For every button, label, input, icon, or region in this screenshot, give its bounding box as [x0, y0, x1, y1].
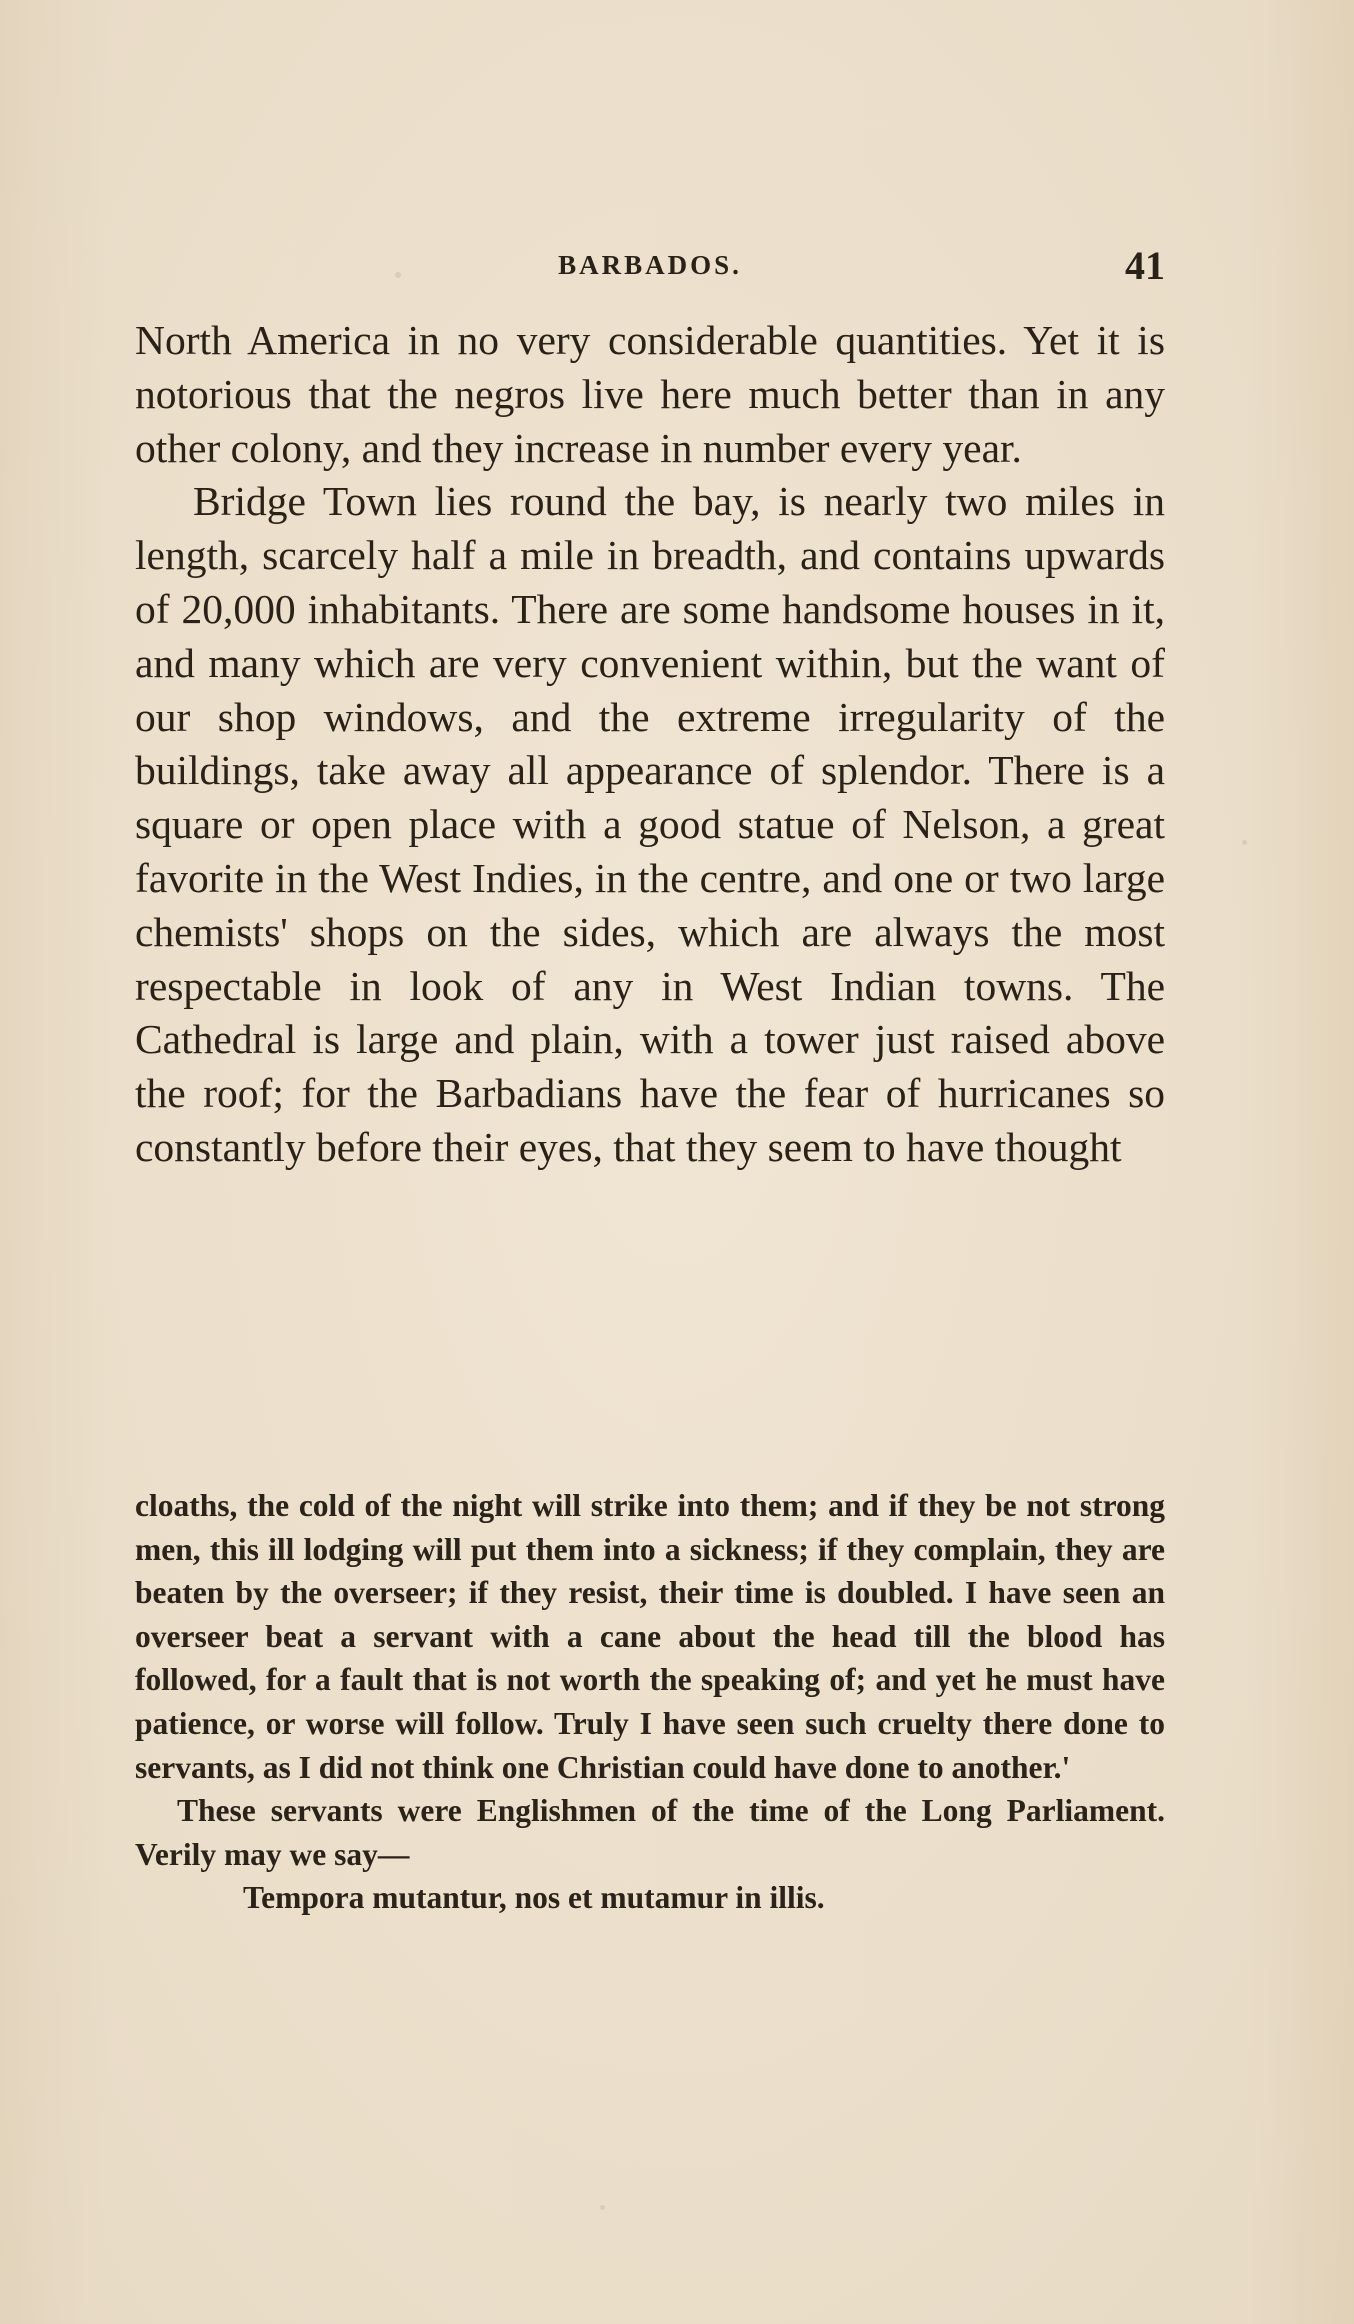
running-head: BARBADOS. [558, 250, 742, 280]
footnote [135, 1484, 1165, 1920]
page-header [135, 242, 1165, 292]
page-number: 41 [1125, 243, 1165, 288]
foxing-spot [1242, 840, 1247, 845]
footnote-paragraph: cloaths, the cold of the night will strike into them; and if they be not strong men, this ill lodging will put them into a sickness; if they complain, they are beaten by the overseer; if they resist, their time is doubled. I have seen an overseer beat a servant with a cane about the head till the blood has followed, for a fault that is not worth the speaking of; and yet he must have patience, or worse will follow. Truly I have seen such cruelty there done to servants, as I did not think one Christian could have done to another.' [135, 1488, 1165, 1785]
foxing-spot [600, 2205, 605, 2210]
latin-verse: Tempora mutantur, nos et mutamur in illis. [243, 1880, 825, 1916]
body-paragraph: North America in no very considerable quantities. Yet it is notorious that the negros live here much better than in any other colony, and they increase in number every year. [135, 317, 1165, 471]
footnote-paragraph: These servants were Englishmen of the time of the Long Parliament. Verily may we say— [135, 1793, 1165, 1872]
body-paragraph: Bridge Town lies round the bay, is nearly two miles in length, scarcely half a mile in breadth, and contains upwards of 20,000 inhabitants. There are some handsome houses in it, and many which are very convenient within, but the want of our shop windows, and the extreme irregularity of the buildings, take away all appearance of splendor. There is a square or open place with a good statue of Nelson, a great favorite in the West Indies, in the centre, and one or two large chemists' shops on the sides, which are always the most respectable in look of any in West Indian towns. The Cathedral is large and plain, with a tower just raised above the roof; for the Barbadians have the fear of hurricanes so constantly before their eyes, that they seem to have thought [135, 478, 1165, 1170]
main-text [135, 314, 1165, 1175]
